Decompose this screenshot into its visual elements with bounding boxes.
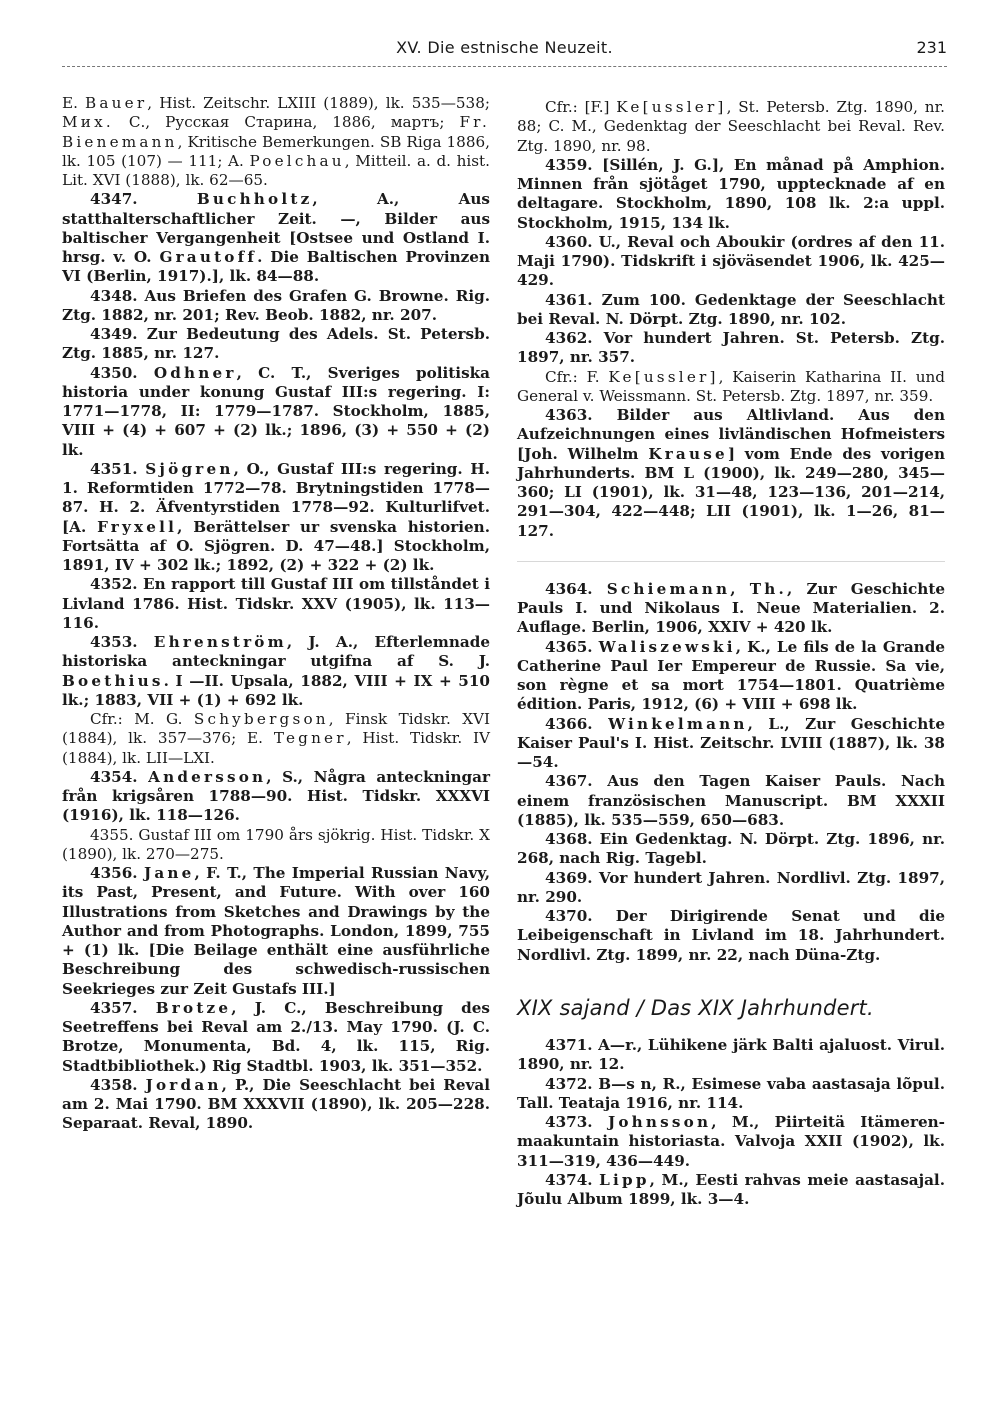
spaced-author-name: Sjögren — [145, 459, 234, 478]
bibliography-entry — [62, 826, 490, 865]
spaced-author-name: Brotze — [155, 998, 232, 1017]
spaced-author-name: Bauer — [85, 94, 148, 112]
spaced-author-name: Andersson — [148, 767, 267, 786]
bibliography-entry — [517, 406, 945, 541]
bibliography-entry — [517, 772, 945, 830]
spaced-author-name: Bienemann — [62, 132, 178, 151]
spaced-author-name: Th. — [749, 579, 787, 598]
spaced-author-name: Fr. — [459, 113, 490, 132]
bibliography-entry — [62, 999, 490, 1076]
entry-text: , M., Eesti rahvas meie aastasajal. Jõulu Album 1899, lk. 3—4. — [517, 1170, 945, 1208]
entry-text: С., Русская Старина, 1886, мартъ; — [113, 113, 460, 132]
entry-text: 4366. — [545, 714, 609, 733]
entry-text: 4367. Aus den Tagen Kaiser Pauls. Nach einem französischen Manuscript. BM XXXII (1885), lk. 535—559, 650—683. — [517, 772, 945, 829]
bibliography-entry — [62, 190, 490, 286]
right-column-entries-b — [517, 580, 945, 965]
entry-text: . Die Baltischen Provinzen VI (Berlin, 1917).], lk. 84—88. — [62, 248, 491, 286]
entry-text: , M., Piirteitä Itämeren-maakuntain historiasta. Valvoja XXII (1902), lk. 311—319, 436—449. — [517, 1113, 945, 1170]
bibliography-entry — [62, 864, 490, 999]
entry-text: 4363. Bilder aus Altlivland. Aus den Aufzeichnungen eines livländischen Hofmeisters [Joh. Wilhelm — [517, 406, 945, 463]
entry-text: 4357. — [90, 998, 156, 1017]
spaced-author-name: Buchholtz — [196, 190, 313, 209]
entry-text: 4362. Vor hundert Jahren. St. Petersb. Ztg. 1897, nr. 357. — [517, 329, 945, 367]
bibliography-entry — [517, 1036, 945, 1075]
spaced-author-name: Schybergson — [193, 710, 329, 728]
bibliography-entry — [62, 575, 490, 633]
entry-text: , K., Le fils de la Grande Catherine Paul Ier Empereur de Russie. Sa vie, son règne et sa mort 1754—1801. Quatrième édition. Paris, 1912, (6) + VIII + 698 lk. — [517, 637, 945, 714]
section-heading: XIX sajand / Das XIX Jahrhundert. — [517, 995, 874, 1020]
entry-text: , St. Petersb. Ztg. 1890, nr. 88; C. M., Gedenktag der Seeschlacht bei Reval. Rev. Ztg. 1890, nr. 98. — [517, 98, 945, 155]
entry-text: 4361. Zum 100. Gedenktage der Seeschlacht bei Reval. N. Dörpt. Ztg. 1890, nr. 102. — [517, 290, 945, 328]
bibliography-entry — [517, 233, 945, 291]
entry-text: 4371. A—r., Lühikene järk Balti ajaluost. Virul. 1890, nr. 12. — [517, 1036, 945, 1074]
bibliography-entry — [517, 1075, 945, 1114]
entry-text: 4360. U., Reval och Aboukir (ordres af den 11. Maji 1790). Tidskrift i sjöväsendet 1906, lk. 425—429. — [517, 232, 945, 290]
entry-text: 4348. Aus Briefen des Grafen G. Browne. Rig. Ztg. 1882, nr. 201; Rev. Beob. 1882, nr. 207. — [62, 286, 490, 324]
spaced-author-name: Waliszewski — [598, 637, 736, 656]
entry-text: Cfr.: F. — [545, 367, 609, 386]
entry-text: . I —II. Upsala, 1882, VIII + IX + 510 lk.; 1883, VII + (1) + 692 lk. — [62, 671, 490, 709]
bibliography-entry — [517, 1171, 945, 1210]
bibliography-entry — [62, 710, 490, 768]
entry-text: , Hist. Tidskr. IV (1884), lk. LII—LXI. — [62, 729, 490, 767]
bibliography-entry — [62, 460, 490, 576]
bibliography-entry — [517, 830, 945, 869]
entry-text: 4368. Ein Gedenktag. N. Dörpt. Ztg. 1896, nr. 268, nach Rig. Tagebl. — [517, 830, 945, 868]
entry-text: 4359. [Sillén, J. G.], En månad på Amphion. Minnen från sjötåget 1790, upptecknade af en deltagare. Stockholm, 1890, 108 lk. 2:a uppl. Stockholm, 1915, 134 lk. — [517, 155, 945, 232]
bibliography-entry — [517, 291, 945, 330]
entry-text: 4369. Vor hundert Jahren. Nordlivl. Ztg. 1897, nr. 290. — [517, 868, 945, 906]
spaced-author-name: Ke[ussler] — [608, 367, 719, 386]
entry-text: , F. T., The Imperial Russian Navy, its Past, Present, and Future. With over 160 Illustrations from Sketches and Drawings by the Author and from Photographs. London, 1899, 755 + (1) lk. [Die Beilage enthält eine ausführliche Beschreibung des schwedisch-russischen Seekrieges zur Zeit Gustafs III.] — [62, 864, 490, 998]
entry-text: 4364. — [545, 579, 607, 598]
entry-text: ] vom Ende des vorigen Jahrhunderts. BM L (1900), lk. 249—280, 345—360; LI (1901), lk. 31—48, 123—136, 201—214, 291—304, 422—448; LII (1901), lk. 1—26, 81—127. — [517, 444, 945, 540]
bibliography-entry — [517, 156, 945, 233]
running-title: XV. Die estnische Neuzeit. — [396, 38, 613, 57]
entry-text: 4353. — [90, 633, 154, 651]
entry-text: E. — [62, 94, 86, 112]
page-number: 231 — [916, 38, 947, 57]
spaced-author-name: Мих. — [62, 113, 114, 132]
running-header — [62, 34, 947, 64]
entry-text: 4352. En rapport till Gustaf III om tillståndet i Livland 1786. Hist. Tidskr. XXV (1905), lk. 113—116. — [62, 575, 490, 632]
spaced-author-name: Tegner — [273, 729, 347, 748]
entry-text: , J. C., Beschreibung des Seetreffens bei Reval am 2./13. May 1790. (J. C. Brotze, Monumenta, Bd. 4, lk. 115, Rig. Stadtbibliothek.) Rig Stadtbl. 1903, lk. 351—352. — [62, 998, 490, 1075]
entry-text: 4373. — [545, 1113, 608, 1131]
spaced-author-name: Winkelmann — [608, 714, 748, 733]
entry-text: 4350. — [90, 363, 154, 382]
entry-text: , O., Gustaf III:s regering. H. 1. Reformtiden 1772—78. Brytningstiden 1778—87. H. 2. Äfventyrstiden 1778—92. Kulturlifvet. [A. — [62, 459, 490, 536]
entry-text: , Kaiserin Katharina II. und General v. Weissmann. St. Petersb. Ztg. 1897, nr. 359. — [517, 367, 945, 405]
entry-text: 4358. — [90, 1075, 146, 1094]
bibliography-entry — [517, 1113, 945, 1171]
entry-text: , C. T., Sveriges politiska historia under konung Gustaf III:s regering. I: 1771—1778, II: 1779—1787. Stockholm, 1885, VIII + (4) + 607 + (2) lk.; 1896, (3) + 550 + (2) lk. — [62, 363, 490, 459]
entry-text: 4370. Der Dirigirende Senat und die Leibeigenschaft in Livland im 18. Jahrhundert. Nordlivl. Ztg. 1899, nr. 22, nach Düna-Ztg. — [517, 907, 945, 964]
spaced-author-name: Schiemann — [606, 579, 731, 598]
spaced-author-name: Jordan — [145, 1075, 222, 1094]
left-column — [62, 94, 490, 1134]
entry-text: , Zur Geschichte Pauls I. und Nikolaus I. Neue Materialien. 2. Auflage. Berlin, 1906, XXIV + 420 lk. — [517, 579, 945, 637]
entry-text: , Berättelser ur svenska historien. Fortsätta af O. Sjögren. D. 47—48.] Stockholm, 1891, IV + 302 lk.; 1892, (2) + 322 + (2) lk. — [62, 517, 491, 574]
right-column — [517, 98, 945, 1209]
spaced-author-name: Grautoff — [159, 248, 258, 266]
entry-text: , J. A., Efterlemnade historiska anteckningar utgifna af S. J. — [62, 633, 490, 671]
entry-text: , Finsk Tidskr. XVI (1884), lk. 357—376; E. — [62, 710, 490, 748]
right-column-entries-c — [517, 1036, 945, 1209]
bibliography-entry — [62, 325, 490, 364]
entry-text: 4372. B—s n, R., Esimese vaba aastasaja lõpul. Tall. Teataja 1916, nr. 114. — [517, 1074, 945, 1112]
bibliography-entry — [62, 633, 490, 710]
bibliography-entry — [62, 94, 490, 190]
bibliography-entry — [517, 368, 945, 407]
entry-text: 4354. — [90, 767, 149, 786]
spaced-author-name: Jane — [143, 864, 195, 882]
spaced-author-name: Ehrenström — [153, 633, 287, 651]
entry-text: 4374. — [545, 1170, 600, 1189]
entry-text: , L., Zur Geschichte Kaiser Paul's I. Hist. Zeitschr. LVIII (1887), lk. 38—54. — [517, 714, 945, 771]
column-separator — [517, 561, 945, 564]
bibliography-entry — [517, 715, 945, 773]
spaced-author-name: Odhner — [153, 363, 237, 382]
bibliography-entry — [517, 98, 945, 156]
entry-text: 4355. Gustaf III om 1790 års sjökrig. Hist. Tidskr. X (1890), lk. 270—275. — [62, 825, 490, 863]
bibliography-entry — [517, 869, 945, 908]
bibliography-entry — [517, 907, 945, 965]
entry-text: 4349. Zur Bedeutung des Adels. St. Petersb. Ztg. 1885, nr. 127. — [62, 325, 490, 363]
entry-text: , P., Die Seeschlacht bei Reval am 2. Mai 1790. BM XXXVII (1890), lk. 205—228. Separaat. Reval, 1890. — [62, 1075, 490, 1133]
entry-text: 4356. — [90, 864, 144, 882]
spaced-author-name: Boethius — [62, 671, 164, 690]
bibliography-entry — [62, 1076, 490, 1134]
spaced-author-name: Lipp — [599, 1170, 650, 1189]
entry-text: , S., Några anteckningar från krigsåren 1788—90. Hist. Tidskr. XXXVI (1916), lk. 118—126. — [62, 767, 490, 825]
spaced-author-name: Johnsson — [607, 1113, 712, 1131]
entry-text: , Mitteil. a. d. hist. Lit. XVI (1888), lk. 62—65. — [62, 151, 490, 189]
entry-text: , — [730, 579, 750, 598]
entry-text: , Hist. Zeitschr. LXIII (1889), lk. 535—538; — [147, 94, 490, 112]
header-rule — [62, 66, 947, 67]
entry-text: 4365. — [545, 637, 599, 656]
entry-text: Cfr.: M. G. — [90, 710, 194, 728]
bibliography-entry — [517, 329, 945, 368]
spaced-author-name: Ke[ussler] — [616, 98, 727, 116]
entry-text: 4351. — [90, 459, 146, 478]
entry-text: Cfr.: [F.] — [545, 98, 617, 116]
bibliography-entry — [62, 287, 490, 326]
spaced-author-name: Fryxell — [97, 517, 178, 536]
spaced-author-name: Krause — [648, 444, 728, 463]
entry-text: , A., Aus statthalterschaftlicher Zeit. —, Bilder aus baltischer Vergangenheit [Ostsee und Ostland I. hrsg. v. O. — [62, 190, 490, 266]
spaced-author-name: Poelchau — [249, 151, 345, 170]
bibliography-entry — [517, 638, 945, 715]
entry-text: , Kritische Bemerkungen. SB Riga 1886, lk. 105 (107) — 111; A. — [62, 132, 490, 170]
entry-text: 4347. — [90, 190, 197, 209]
bibliography-entry — [62, 364, 490, 460]
bibliography-entry — [517, 580, 945, 638]
right-column-entries-a — [517, 98, 945, 541]
bibliography-entry — [62, 768, 490, 826]
